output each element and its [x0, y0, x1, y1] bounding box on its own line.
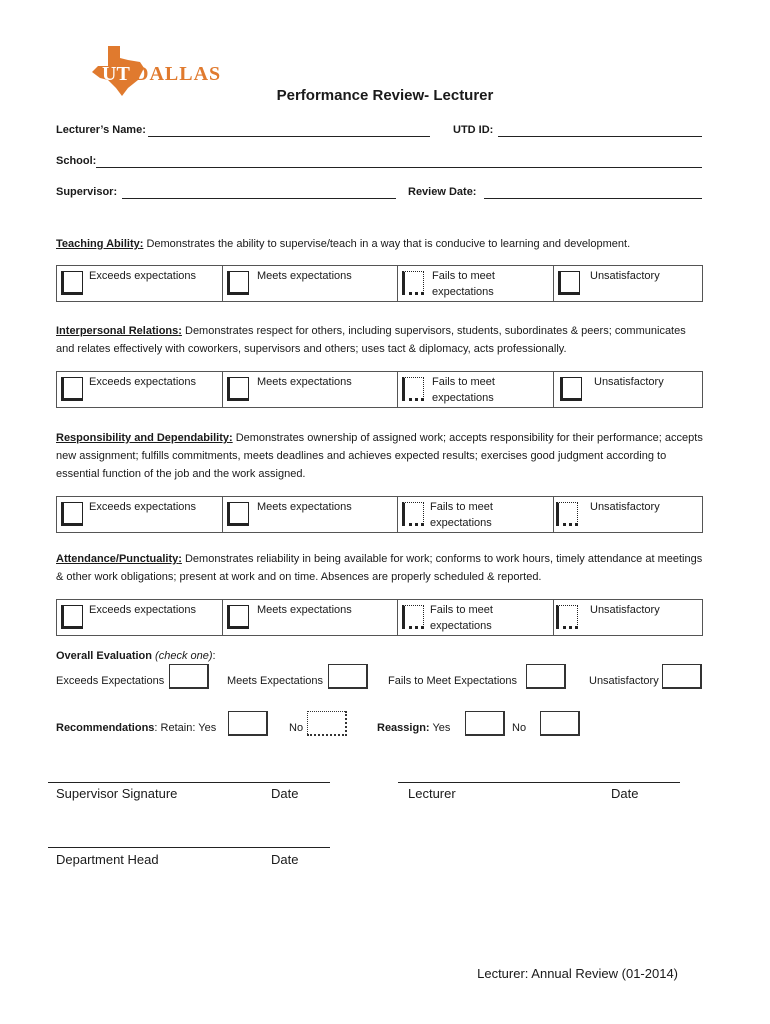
checkbox-fails[interactable] [402, 377, 424, 401]
checkbox-fails[interactable] [402, 605, 424, 629]
rating-row-interpersonal: Exceeds expectations Meets expectations Fails to meet expectations Unsatisfactory [56, 371, 703, 408]
footer-text: Lecturer: Annual Review (01-2014) [477, 966, 678, 981]
checkbox-exceeds[interactable] [61, 377, 83, 401]
rating-row-attendance: Exceeds expectations Meets expectations Fails to meet expectations Unsatisfactory [56, 599, 703, 636]
checkbox-unsatisfactory[interactable] [558, 271, 580, 295]
checkbox-meets[interactable] [227, 502, 249, 526]
section-responsibility-dependability: Responsibility and Dependability: Demonstrates ownership of assigned work; accepts responsibility for their performance; accepts new assignment; fulfills commitments, meets deadlines and achieves expected results; exercises good judgment according to essential function of the job and the work assigned. [56, 432, 703, 480]
overall-fails-checkbox[interactable] [526, 664, 566, 689]
retain-yes-checkbox[interactable] [228, 711, 268, 736]
supervisor-label: Supervisor: [56, 186, 118, 198]
lecturer-name-field[interactable] [148, 136, 430, 137]
checkbox-fails[interactable] [402, 271, 424, 295]
checkbox-meets[interactable] [227, 377, 249, 401]
overall-option-label: Fails to Meet Expectations [388, 675, 518, 687]
section-interpersonal-relations: Interpersonal Relations: Demonstrates respect for others, including supervisors, students, subordinates & peers; communicates and relates effectively with coworkers, supervisors and others; uses tact & diplomacy, acts professionally. [56, 325, 686, 355]
reassign-no-checkbox[interactable] [540, 711, 580, 736]
checkbox-exceeds[interactable] [61, 271, 83, 295]
utd-id-label: UTD ID: [453, 124, 494, 136]
retain-no-checkbox[interactable] [307, 711, 347, 736]
supervisor-field[interactable] [122, 198, 396, 199]
overall-option-label: Unsatisfactory [589, 675, 659, 687]
school-label: School: [56, 155, 97, 167]
overall-exceeds-checkbox[interactable] [169, 664, 209, 689]
section-heading: Responsibility and Dependability [56, 432, 229, 444]
checkbox-unsatisfactory[interactable] [556, 502, 578, 526]
overall-option-label: Meets Expectations [227, 675, 323, 687]
rating-row-teaching: Exceeds expectations Meets expectations Fails to meet expectations Unsatisfactory [56, 265, 703, 302]
overall-unsatisfactory-checkbox[interactable] [662, 664, 702, 689]
svg-text:UT: UT [102, 63, 130, 85]
overall-meets-checkbox[interactable] [328, 664, 368, 689]
checkbox-fails[interactable] [402, 502, 424, 526]
section-attendance-punctuality: Attendance/Punctuality: Demonstrates reliability in being available for work; conforms to work hours, timely attendance at meetings & other work obligations; present at work and on time. Absences are properly scheduled & reported. [56, 553, 703, 583]
reassign-label: Reassign: Yes [377, 722, 451, 734]
utd-id-field[interactable] [498, 136, 702, 137]
section-heading: Interpersonal Relations [56, 325, 179, 337]
rating-row-responsibility: Exceeds expectations Meets expectations Fails to meet expectations Unsatisfactory [56, 496, 703, 533]
lecturer-name-label: Lecturer’s Name: [56, 124, 146, 136]
checkbox-exceeds[interactable] [61, 605, 83, 629]
supervisor-signature-label: Supervisor Signature [56, 786, 178, 801]
section-heading: Attendance/Punctuality [56, 553, 179, 565]
overall-evaluation-heading: Overall Evaluation (check one): [56, 650, 216, 662]
lecturer-date-label: Date [611, 786, 639, 801]
review-date-label: Review Date: [408, 186, 477, 198]
recommendations-label: Recommendations: Retain: Yes [56, 722, 217, 734]
lecturer-signature-line[interactable] [398, 782, 680, 783]
checkbox-meets[interactable] [227, 605, 249, 629]
department-head-label: Department Head [56, 852, 159, 867]
reassign-no-label: No [512, 722, 527, 734]
page-title: Performance Review- Lecturer [276, 87, 494, 104]
supervisor-date-label: Date [271, 786, 299, 801]
checkbox-meets[interactable] [227, 271, 249, 295]
checkbox-exceeds[interactable] [61, 502, 83, 526]
retain-no-label: No [289, 722, 304, 734]
supervisor-signature-line[interactable] [48, 782, 330, 783]
svg-text:DALLAS: DALLAS [134, 63, 222, 85]
checkbox-unsatisfactory[interactable] [556, 605, 578, 629]
review-date-field[interactable] [484, 198, 702, 199]
lecturer-signature-label: Lecturer [408, 786, 456, 801]
reassign-yes-checkbox[interactable] [465, 711, 505, 736]
department-head-signature-line[interactable] [48, 847, 330, 848]
checkbox-unsatisfactory[interactable] [560, 377, 582, 401]
section-teaching-ability: Teaching Ability: Demonstrates the ability to supervise/teach in a way that is conducive to learning and development. [56, 238, 631, 250]
school-field[interactable] [96, 167, 702, 168]
department-head-date-label: Date [271, 852, 299, 867]
overall-option-label: Exceeds Expectations [56, 675, 165, 687]
section-heading: Teaching Ability [56, 238, 140, 250]
